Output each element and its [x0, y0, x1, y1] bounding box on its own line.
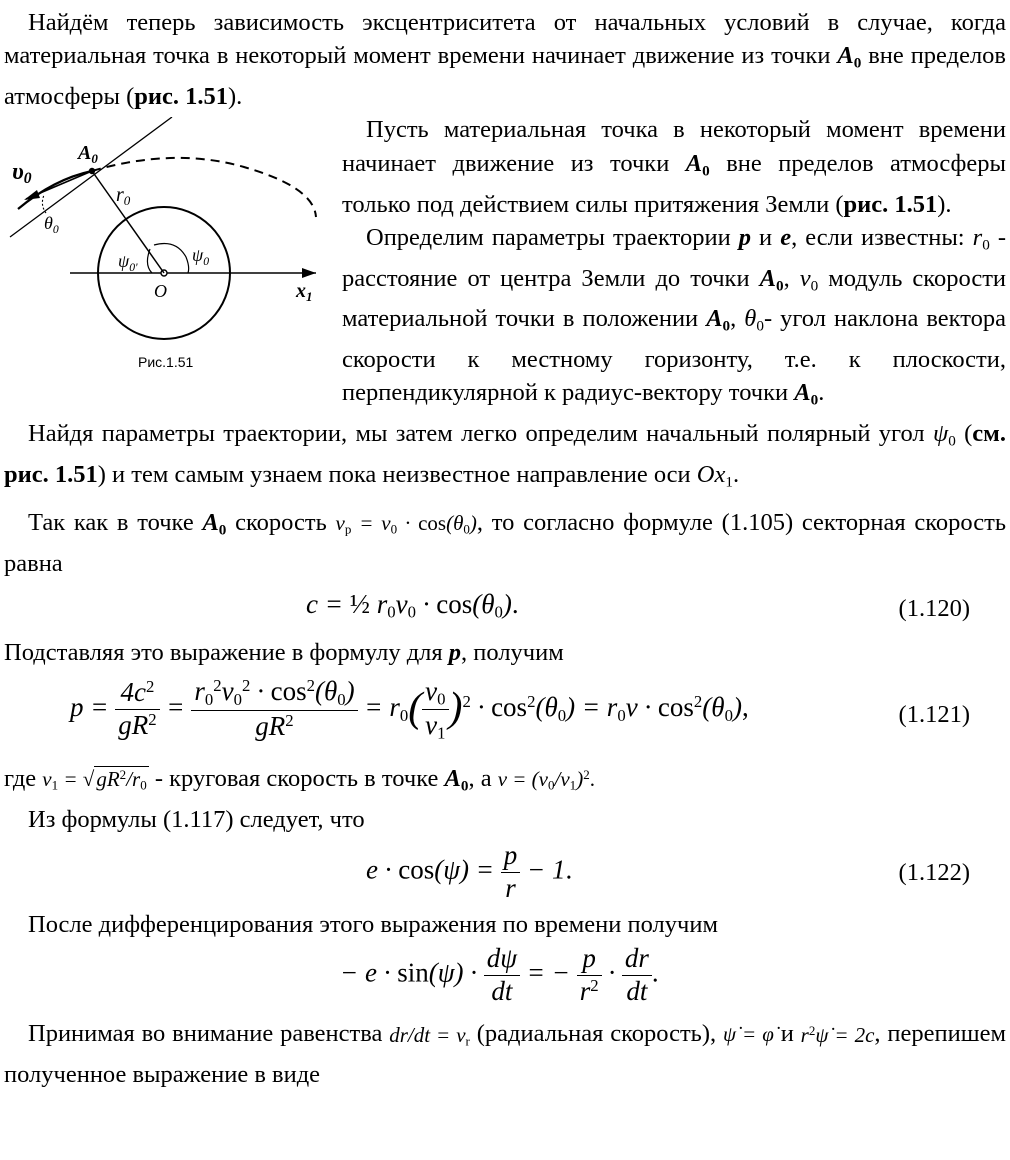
trajectory-arc: [92, 158, 316, 217]
formula-dr-dt: $dr/dt = v_r$: [389, 1022, 470, 1049]
label-r0: $r_0$: [116, 184, 131, 209]
label-v0: υ0: [12, 159, 32, 188]
param-p: p: [738, 223, 752, 251]
formula-ecos: e · cos(ψ) = $\frac{p}{r}$ − 1.: [366, 839, 573, 903]
point-A0: $A_0$: [685, 149, 710, 180]
paragraph-sector-speed: Так как в точке $A_0$ скорость $v_p = v_0 \cdot \cos(\theta_0)$, то согласно формуле (1.105) секторная скорость равна: [4, 509, 1006, 577]
formula-psi-dot: ψ̇ = φ̇: [723, 1022, 774, 1047]
paragraph-from-1-117: Из формулы (1.117) следует, что: [28, 805, 365, 833]
label-psi0: $\psi_0$: [192, 245, 210, 269]
equation-1-120: [4, 580, 1006, 636]
var-r0: $r_0$: [972, 223, 990, 254]
page: [4, 6, 1006, 1091]
formula-vp: $v_p = v_0 \cdot \cos(\theta_0)$: [335, 511, 477, 537]
equation-1-122: [4, 836, 1006, 908]
intro-text: Найдём теперь зависимость эксцентриситета от начальных условий в случае, когда материальная точка в некоторый момент времени начинает движение из точки: [4, 9, 1006, 70]
label-theta0: $\theta_0$: [44, 213, 59, 237]
point-A0-dot: [89, 168, 95, 174]
axis-Ox1: $Ox_1$: [696, 460, 733, 490]
x1-arrow: [302, 268, 316, 278]
formula-r2psi: $r^2\psi̇ = 2c$: [800, 1022, 875, 1047]
intro-text-2: вне пределов атмосферы (: [4, 42, 1006, 111]
paragraph-radial-speed: Принимая во внимание равенства $dr/dt = v_r$ (радиальная скорость), ψ̇ = φ̇ и $r^2\psi̇ = 2c$, перепишем полученное выражение в виде: [4, 1020, 1006, 1088]
paragraph-substitute: Подставляя это выражение в формулу для p, получим: [4, 639, 564, 667]
label-psi0-prime: $\psi_{0'}$: [118, 251, 138, 275]
formula-v1: $v_1 = √gR^2/r_0$: [42, 766, 147, 793]
velocity-arrow: [24, 190, 40, 200]
orbit-diagram: [4, 117, 338, 407]
equation-number: (1.121): [898, 700, 970, 728]
label-A0: $A_0$: [78, 142, 98, 167]
var-v0: $v_0$: [799, 264, 819, 294]
equation-derivative: [4, 941, 1006, 1013]
point-A0: $A_0$: [706, 305, 731, 335]
label-x1: $x_1$: [296, 280, 313, 305]
figure-reference: рис. 1.51: [843, 190, 938, 218]
horizon-line: [10, 117, 172, 237]
point-A0: $A_0$: [444, 764, 469, 795]
paragraph-setup: Пусть материальная точка в некоторый момент времени начинает движение из точки $A_0$ вне пределов атмосферы только под действием силы притяжения Земли (рис. 1.51).: [342, 116, 1006, 218]
figure-reference: рис. 1.51: [134, 83, 228, 111]
point-A0: $A_0$: [794, 379, 819, 409]
paragraph-intro: Найдём теперь зависимость эксцентриситета от начальных условий в случае, когда материальная точка в некоторый момент времени начинает движение из точки $A_0$ вне пределов атмосферы (рис. 1.51).: [4, 9, 1006, 111]
formula-v: $v = (v_0/v_1)^2$.: [497, 766, 595, 793]
formula-esin: − e · sin(ψ) · $\frac{d\psi}{dt}$ = − $\frac{p}{r^2}$ · $\frac{dr}{dt}$ .: [340, 943, 659, 1007]
param-e: e: [780, 223, 792, 251]
equation-number: (1.120): [898, 595, 970, 623]
point-A0: $A_0$: [759, 264, 784, 294]
paragraph-circular-speed: где $v_1 = √gR^2/r_0$ - круговая скорость в точке $A_0$, а $v = (v_0/v_1)^2$.: [4, 764, 595, 795]
var-psi0: $\psi_0$: [932, 419, 956, 450]
figure-1-51: [4, 117, 338, 407]
var-theta0: $\theta_0$: [744, 305, 764, 335]
formula-c: c = ½ $r_0v_0 \cdot \cos(\theta_0)$.: [306, 589, 519, 623]
paragraph-differentiate: После дифференцирования этого выражения по времени получим: [28, 910, 718, 938]
equation-1-121: [4, 670, 1006, 758]
point-A0: $A_0$: [837, 42, 862, 72]
point-A0: $A_0$: [202, 509, 227, 539]
equation-number: (1.122): [898, 858, 970, 886]
param-p: p: [448, 639, 462, 667]
figure-reference: см. рис. 1.51: [4, 419, 1006, 488]
label-O: O: [154, 281, 167, 302]
paragraph-params: Определим параметры траектории p и e, если известны: $r_0$ - расстояние от центра Земли до точки $A_0$, $v_0$ модуль скорости материальной точки в положении $A_0$, $\theta_0-$ угол наклона вектора скорости к местному горизонту, т.е. к плоскости, перпендикулярной к радиус-вектору точки $A_0$.: [342, 223, 1007, 409]
psi0-arc: [154, 244, 189, 274]
paragraph-polar-angle: Найдя параметры траектории, мы затем легко определим начальный полярный угол $\psi_0$ (см. рис. 1.51) и тем самым узнаем пока неизвестное направление оси $Ox_1$.: [4, 419, 1006, 490]
formula-p: p = $\frac{4c^2}{gR^2}$ = $\frac{r_0^2v_0^2 \cdot \cos^2(\theta_0)}{gR^2}$ = $r_0$( $\frac{v_0}{v_1}$ )$^2 \cdot \cos^2(\theta_0) = r_0v \cdot \cos^2(\theta_0)$,: [70, 675, 749, 743]
figure-caption: Рис.1.51: [138, 354, 194, 371]
